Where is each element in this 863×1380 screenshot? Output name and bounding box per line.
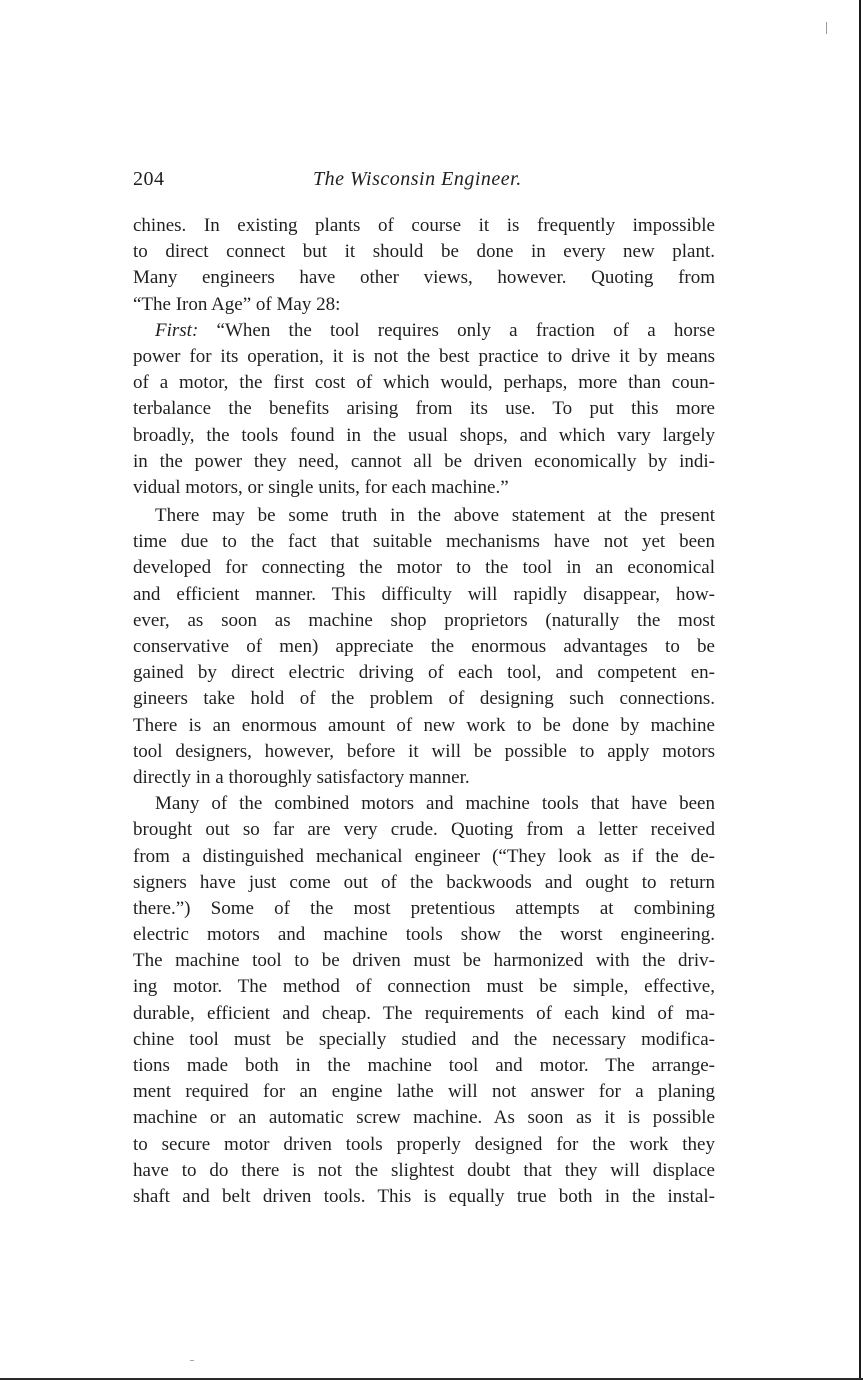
- text-line: developed for connecting the motor to the tool in an economical: [133, 557, 715, 579]
- text-line: ment required for an engine lathe will not answer for a planing: [133, 1081, 715, 1103]
- text-line: durable, efficient and cheap. The requirements of each kind of ma-: [133, 1002, 715, 1024]
- text-line: time due to the fact that suitable mechanisms have not yet been: [133, 531, 715, 553]
- first-label: First:: [155, 319, 199, 341]
- text-line: vidual motors, or single units, for each machine.”: [133, 476, 509, 498]
- text-line: shaft and belt driven tools. This is equally true both in the instal-: [133, 1185, 715, 1207]
- text-line: from a distinguished mechanical engineer (“They look as if the de-: [133, 845, 715, 867]
- paragraph-2: [133, 318, 715, 501]
- first-line-rest: “When the tool requires only a fraction of a horse: [216, 319, 715, 341]
- text-line: The machine tool to be driven must be harmonized with the driv-: [133, 950, 715, 972]
- text-line: tool designers, however, before it will be possible to apply motors: [133, 740, 715, 762]
- paragraph-4: [133, 791, 715, 1210]
- text-line: to secure motor driven tools properly designed for the work they: [133, 1133, 715, 1155]
- article-body: [133, 213, 715, 1210]
- text-line: conservative of men) appreciate the enormous advantages to be: [133, 636, 715, 657]
- text-line: machine or an automatic screw machine. As soon as it is possible: [133, 1107, 715, 1129]
- text-line: there.”) Some of the most pretentious attempts at combining: [133, 897, 715, 919]
- text-line: ing motor. The method of connection must be simple, effective,: [133, 976, 715, 998]
- text-line: Many engineers have other views, however. Quoting from: [133, 267, 715, 289]
- text-line: and efficient manner. This difficulty will rapidly disappear, how-: [133, 583, 715, 605]
- page-number: 204: [133, 168, 165, 190]
- scan-speck: [190, 1360, 194, 1361]
- paragraph-1: [133, 213, 715, 318]
- journal-title: The Wisconsin Engineer.: [313, 168, 522, 190]
- text-line: power for its operation, it is not the best practice to drive it by means: [133, 345, 715, 367]
- text-line: There is an enormous amount of new work to be done by machine: [133, 714, 715, 736]
- text-line: gained by direct electric driving of each tool, and competent en-: [133, 662, 715, 684]
- running-head: [133, 168, 715, 198]
- text-line: directly in a thoroughly satisfactory manner.: [133, 766, 470, 788]
- text-line: of a motor, the first cost of which would, perhaps, more than coun-: [133, 372, 715, 394]
- corner-mark: [826, 22, 827, 34]
- text-line: [133, 318, 715, 344]
- text-line: tions made both in the machine tool and motor. The arrange-: [133, 1055, 715, 1076]
- text-line: ever, as soon as machine shop proprietors (naturally the most: [133, 609, 715, 631]
- text-line: chines. In existing plants of course it is frequently impossible: [133, 215, 715, 236]
- text-line: chine tool must be specially studied and the necessary modifica-: [133, 1028, 715, 1050]
- text-line: to direct connect but it should be done in every new plant.: [133, 241, 715, 263]
- text-line: in the power they need, cannot all be driven economically by indi-: [133, 450, 715, 472]
- text-line: brought out so far are very crude. Quoting from a letter received: [133, 819, 715, 841]
- text-line: gineers take hold of the problem of designing such connections.: [133, 688, 715, 710]
- text-line: have to do there is not the slightest doubt that they will displace: [133, 1159, 715, 1181]
- text-line: broadly, the tools found in the usual shops, and which vary largely: [133, 424, 715, 446]
- text-line: There may be some truth in the above statement at the present: [155, 505, 715, 527]
- text-line: electric motors and machine tools show the worst engineering.: [133, 924, 715, 946]
- text-line: “The Iron Age” of May 28:: [133, 293, 341, 315]
- text-line: Many of the combined motors and machine tools that have been: [155, 793, 715, 815]
- page-edge-right: [859, 0, 861, 1380]
- paragraph-3: [133, 503, 715, 791]
- text-line: signers have just come out of the backwoods and ought to return: [133, 871, 715, 893]
- text-line: terbalance the benefits arising from its use. To put this more: [133, 398, 715, 420]
